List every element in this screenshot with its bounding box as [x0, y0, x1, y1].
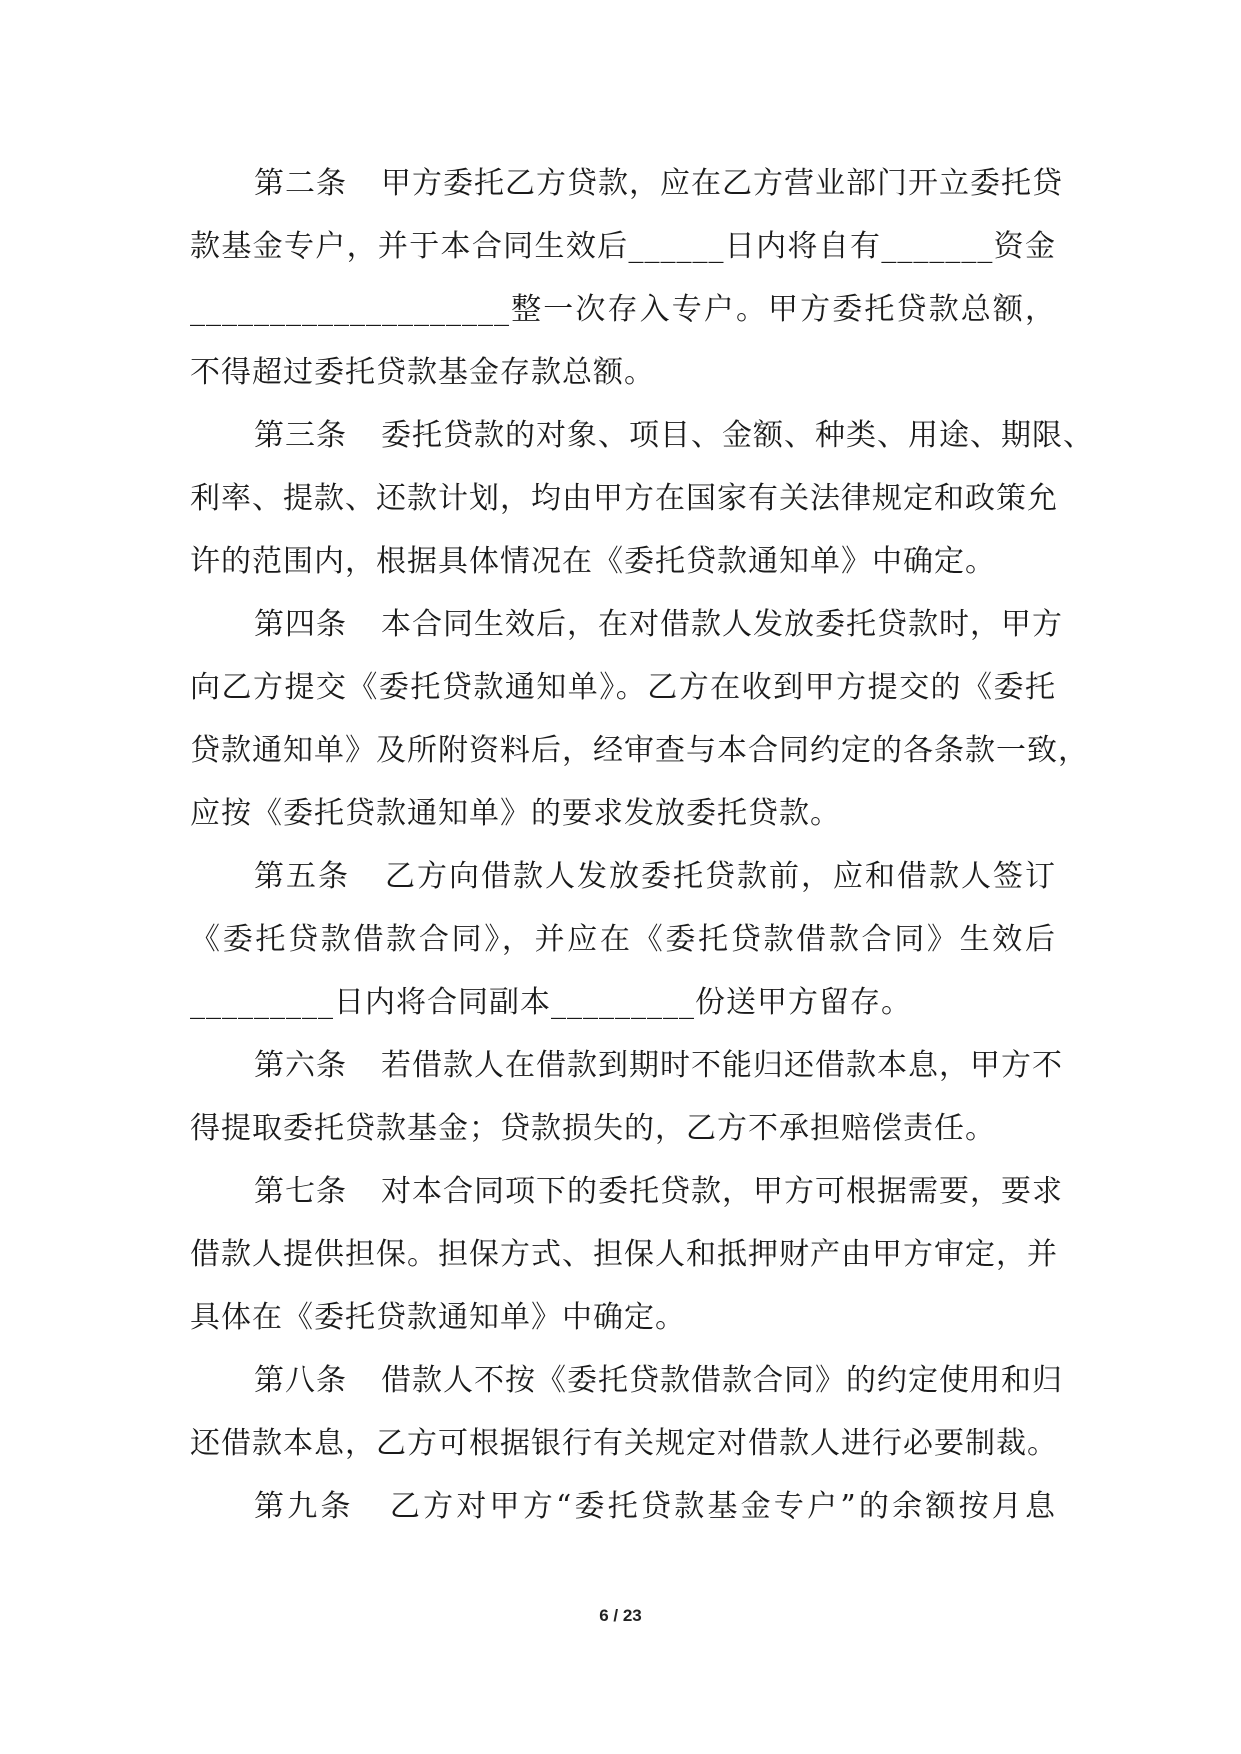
- article-text: 甲方委托乙方贷款，应在乙方营业部门开立委托贷: [381, 166, 1063, 201]
- article-text: 乙方对甲方“委托贷款基金专户”的余额按月息: [387, 1489, 1056, 1524]
- article-label: 第八条: [254, 1363, 347, 1398]
- article-label: 第六条: [254, 1048, 347, 1083]
- article-2-line-2: 款基金专户，并于本合同生效后______日内将自有_______资金: [190, 229, 1056, 264]
- article-8-line-2: 还借款本息，乙方可根据银行有关规定对借款人进行必要制裁。: [190, 1426, 1058, 1461]
- article-8-line-1: [190, 1349, 1063, 1412]
- article-4-line-4: 应按《委托贷款通知单》的要求发放委托贷款。: [190, 796, 841, 831]
- article-2-line-3: ____________________整一次存入专户。甲方委托贷款总额，: [190, 292, 1056, 327]
- article-text: 乙方向借款人发放委托贷款前，应和借款人签订: [384, 859, 1056, 894]
- article-7-line-1: [190, 1160, 1063, 1223]
- article-5-line-3: _________日内将合同副本_________份送甲方留存。: [190, 985, 912, 1020]
- article-label: 第五条: [254, 859, 350, 894]
- article-7-line-3: 具体在《委托贷款通知单》中确定。: [190, 1300, 686, 1335]
- article-5-line-2: 《委托贷款借款合同》，并应在《委托贷款借款合同》生效后: [190, 922, 1056, 957]
- article-3-line-3: 许的范围内，根据具体情况在《委托贷款通知单》中确定。: [190, 544, 996, 579]
- article-9-line-1: [190, 1475, 1056, 1538]
- article-text: 对本合同项下的委托贷款，甲方可根据需要，要求: [381, 1174, 1063, 1209]
- article-4-line-3: 贷款通知单》及所附资料后，经审查与本合同约定的各条款一致，: [190, 733, 1089, 768]
- article-text: 本合同生效后，在对借款人发放委托贷款时，甲方: [381, 607, 1063, 642]
- article-label: 第九条: [254, 1489, 354, 1524]
- article-6-line-2: 得提取委托贷款基金；贷款损失的，乙方不承担赔偿责任。: [190, 1111, 996, 1146]
- article-4-line-2: 向乙方提交《委托贷款通知单》。乙方在收到甲方提交的《委托: [190, 670, 1056, 705]
- article-label: 第二条: [254, 166, 347, 201]
- article-3-line-1: [190, 404, 1094, 467]
- page-number: 6 / 23: [599, 1606, 642, 1625]
- article-label: 第四条: [254, 607, 347, 642]
- article-7-line-2: 借款人提供担保。担保方式、担保人和抵押财产由甲方审定，并: [190, 1237, 1058, 1272]
- article-text: 若借款人在借款到期时不能归还借款本息，甲方不: [381, 1048, 1063, 1083]
- article-6-line-1: [190, 1034, 1063, 1097]
- article-3-line-2: 利率、提款、还款计划，均由甲方在国家有关法律规定和政策允: [190, 481, 1058, 516]
- article-text: 借款人不按《委托贷款借款合同》的约定使用和归: [381, 1363, 1063, 1398]
- document-body: [190, 152, 1094, 1538]
- article-label: 第七条: [254, 1174, 347, 1209]
- article-2-line-1: [190, 152, 1063, 215]
- article-4-line-1: [190, 593, 1063, 656]
- article-5-line-1: [190, 845, 1056, 908]
- article-text: 委托贷款的对象、项目、金额、种类、用途、期限、: [381, 418, 1094, 453]
- article-2-line-4: 不得超过委托贷款基金存款总额。: [190, 355, 655, 390]
- article-label: 第三条: [254, 418, 347, 453]
